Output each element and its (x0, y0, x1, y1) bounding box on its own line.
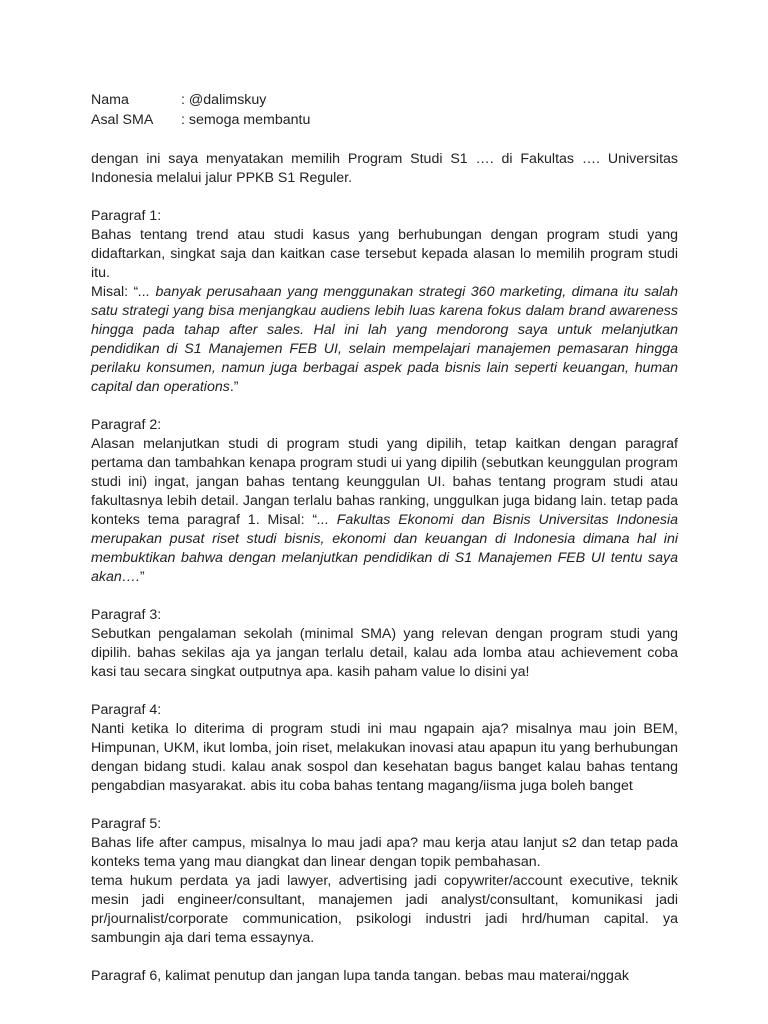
meta-school-value: : semoga membantu (181, 112, 311, 128)
paragraph-2-body (91, 435, 678, 587)
meta-school-label: Asal SMA (91, 112, 154, 128)
paragraph-1-body: Bahas tentang trend atau studi kasus yang berhubungan dengan program studi yang didaftarkan, singkat saja dan kaitkan case tersebut kepada alasan lo memilih program studi itu. (91, 227, 678, 281)
paragraph-5-heading: Paragraf 5: (91, 816, 162, 832)
document-body (91, 91, 678, 986)
intro-paragraph: dengan ini saya menyatakan memilih Program Studi S1 …. di Fakultas …. Universitas Indonesia melalui jalur PPKB S1 Reguler. (91, 151, 678, 186)
meta-school-row (91, 111, 678, 131)
paragraph-1-heading: Paragraf 1: (91, 208, 162, 224)
paragraph-1-example-prefix: Misal: “ (91, 284, 139, 300)
paragraph-4-heading: Paragraf 4: (91, 702, 162, 718)
meta-name-label: Nama (91, 92, 129, 108)
meta-name-row (91, 91, 678, 111)
meta-name-value: : @dalimskuy (181, 92, 267, 108)
paragraph-3-heading: Paragraf 3: (91, 607, 162, 623)
paragraph-1-example-suffix: .” (229, 379, 239, 395)
paragraph-6: Paragraf 6, kalimat penutup dan jangan lupa tanda tangan. bebas mau materai/nggak (91, 968, 629, 984)
paragraph-2-example-text: ... Fakultas Ekonomi dan Bisnis Universitas Indonesia merupakan pusat riset studi bisnis, ekonomi dan keuangan di Indonesia dimana hal ini membuktikan bahwa dengan melanjutkan pendidikan di S1 Manajemen FEB UI tentu saya akan…. (91, 512, 678, 585)
paragraph-5-body-1: Bahas life after campus, misalnya lo mau jadi apa? mau kerja atau lanjut s2 dan tetap pada konteks tema yang mau diangkat dan linear dengan topik pembahasan. (91, 835, 678, 870)
paragraph-3-body: Sebutkan pengalaman sekolah (minimal SMA) yang relevan dengan program studi yang dipilih. bahas sekilas aja ya jangan terlalu detail, kalau ada lomba atau achievement coba kasi tau secara singkat outputnya apa. kasih paham value lo disini ya! (91, 626, 678, 680)
paragraph-2-example-suffix: ” (139, 569, 145, 585)
paragraph-1-example-text: ... banyak perusahaan yang menggunakan strategi 360 marketing, dimana itu salah satu strategi yang bisa menjangkau audiens lebih luas karena fokus dalam brand awareness hingga pada tahap after sales. Hal ini lah yang mendorong saya untuk melanjutkan pendidikan di S1 Manajemen FEB UI, selain mempelajari manajemen pemasaran hingga perilaku konsumen, namun juga berbagai aspek pada bisnis lain seperti keuangan, human capital dan operations (91, 284, 678, 395)
paragraph-4-body: Nanti ketika lo diterima di program studi ini mau ngapain aja? misalnya mau join BEM, Himpunan, UKM, ikut lomba, join riset, melakukan inovasi atau apapun itu yang berhubungan dengan bidang studi. kalau anak sospol dan kesehatan bagus banget kalau bahas tentang pengabdian masyarakat. abis itu coba bahas tentang magang/iisma juga boleh banget (91, 721, 678, 794)
paragraph-5-body-2: tema hukum perdata ya jadi lawyer, advertising jadi copywriter/account executive, teknik mesin jadi engineer/consultant, manajemen jadi analyst/consultant, komunikasi jadi pr/journalist/corporate communication, psikologi industri jadi hrd/human capital. ya sambungin aja dari tema essaynya. (91, 873, 678, 946)
paragraph-1-example (91, 283, 678, 397)
paragraph-2-body-text: Alasan melanjutkan studi di program studi yang dipilih, tetap kaitkan dengan paragraf pertama dan tambahkan kenapa program studi ui yang dipilih (sebutkan keunggulan program studi ini) ingat, jangan bahas tentang keunggulan UI. bahas tentang program studi atau fakultasnya lebih detail. Jangan terlalu bahas ranking, unggulkan juga bidang lain. tetap pada konteks tema paragraf 1. Misal: “ (91, 436, 678, 528)
paragraph-2-heading: Paragraf 2: (91, 417, 162, 433)
